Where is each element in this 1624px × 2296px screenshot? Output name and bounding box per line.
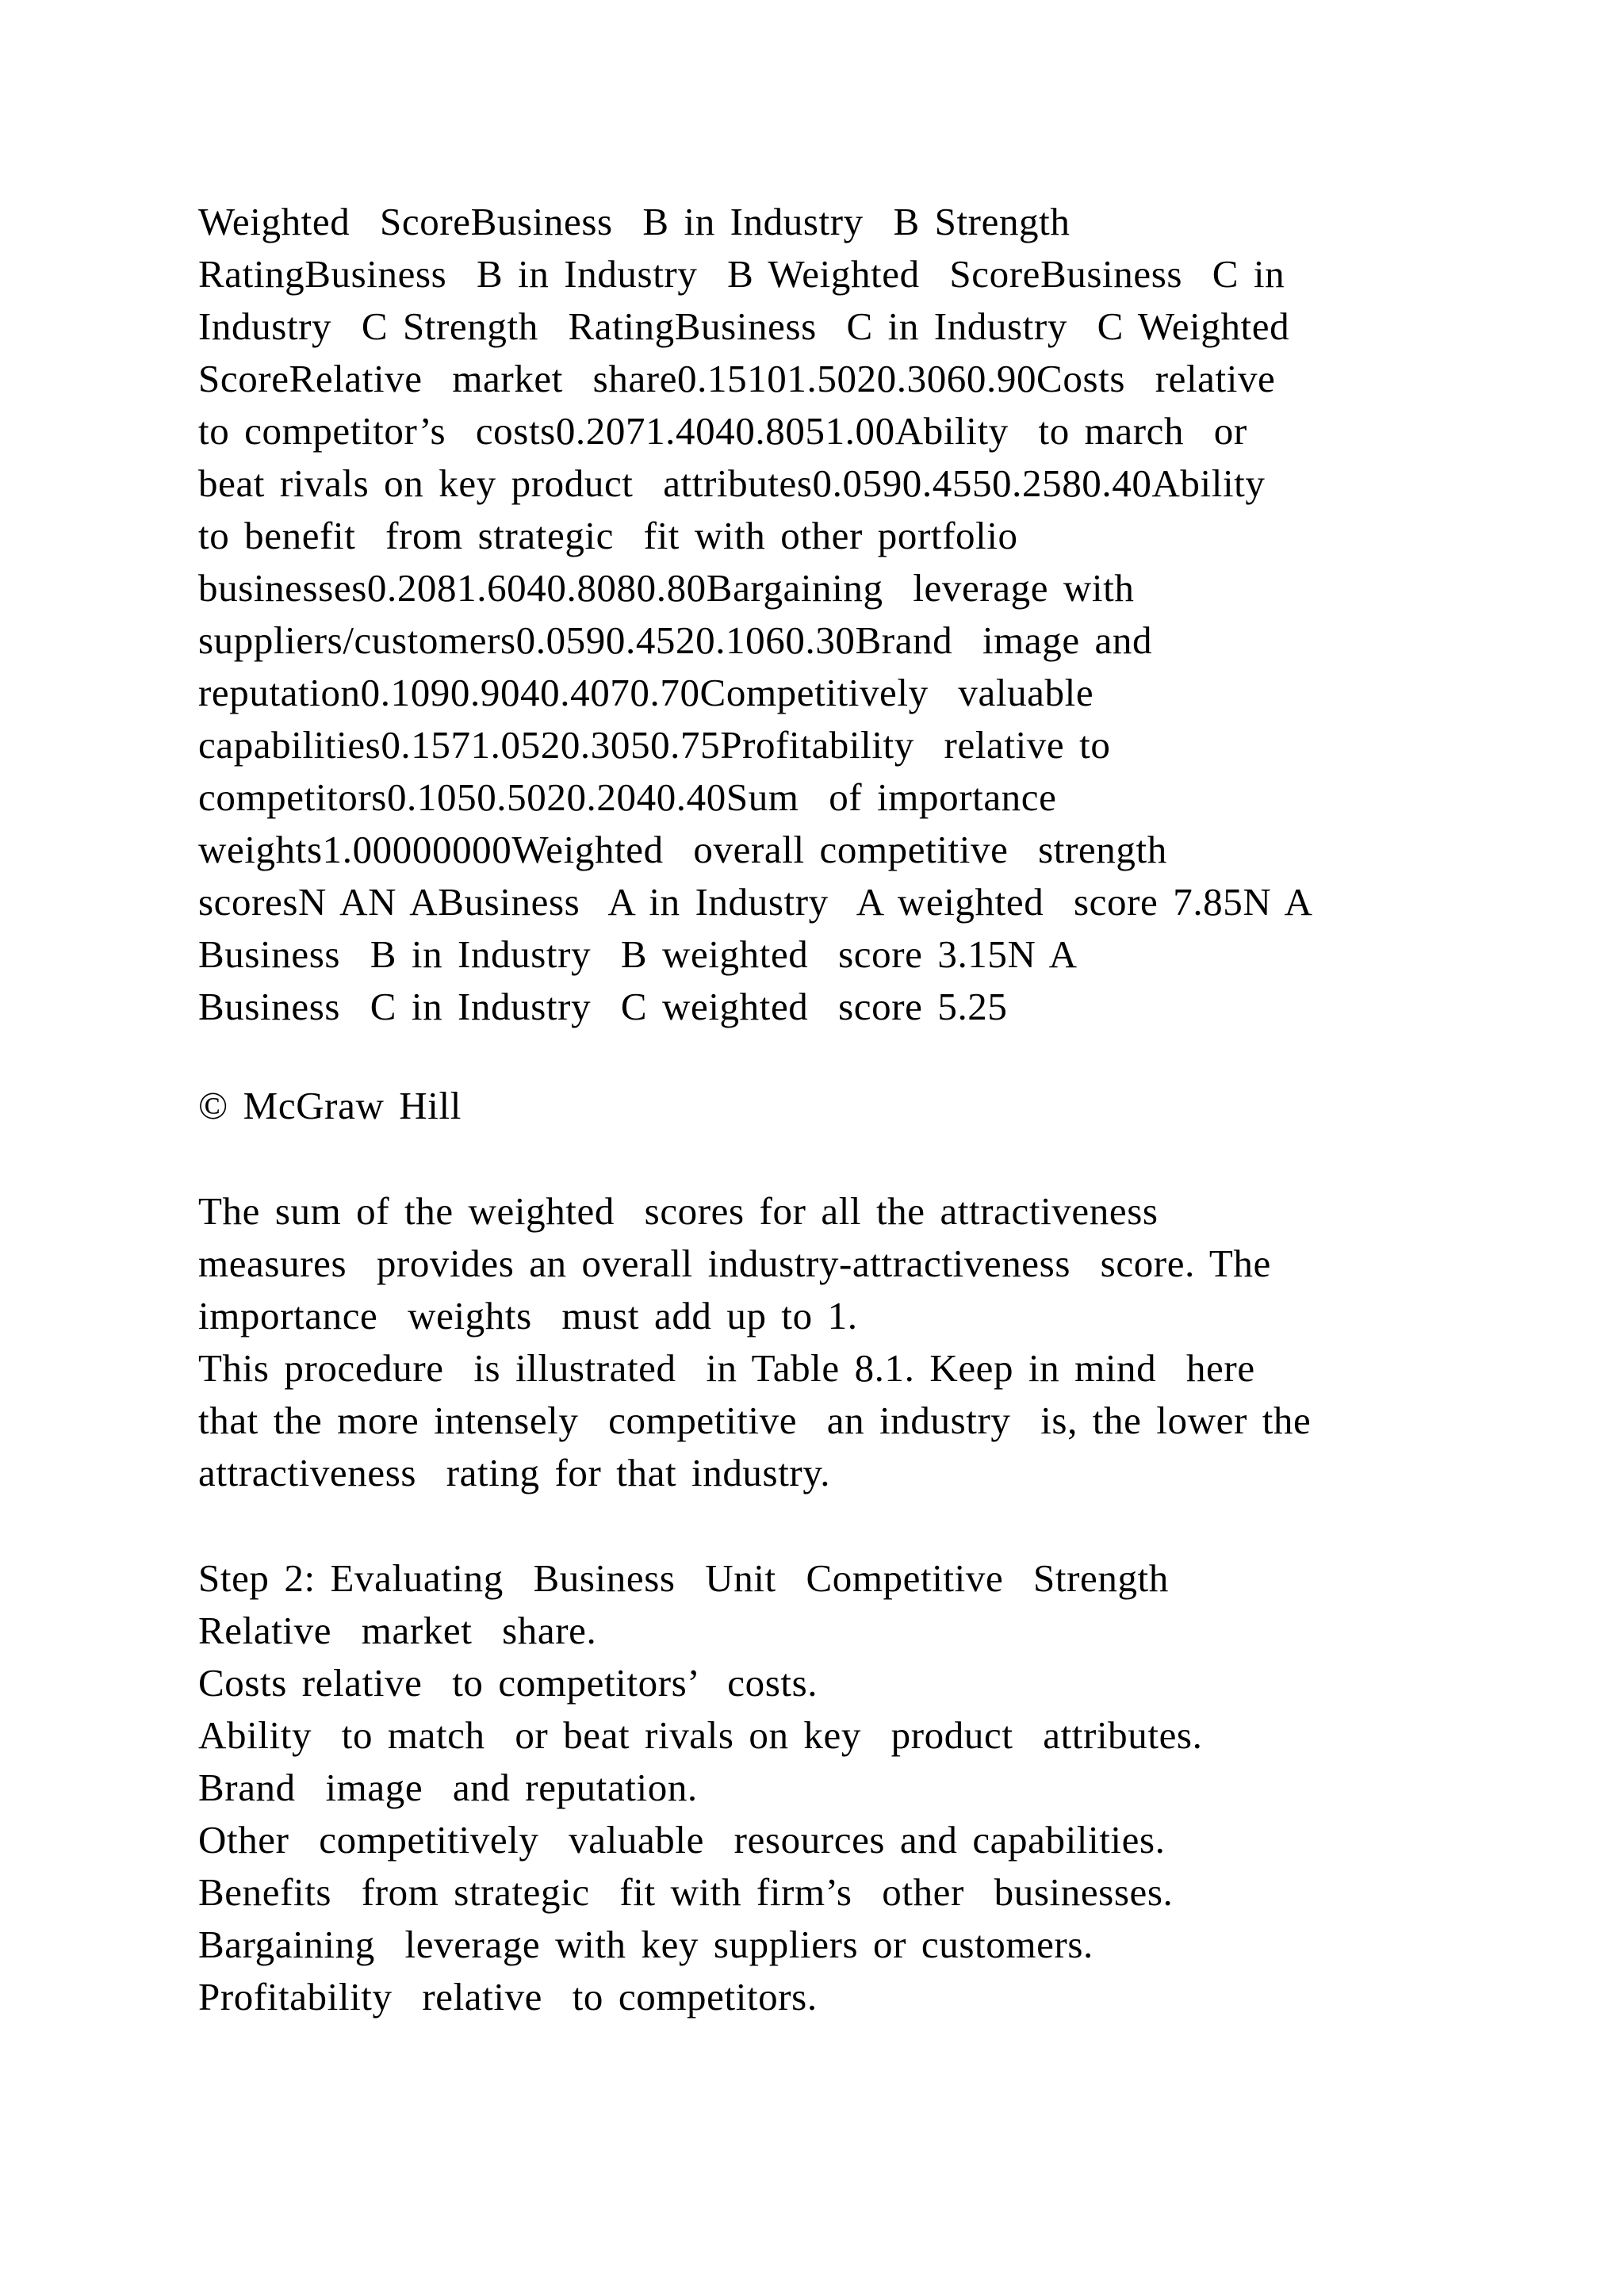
text-line: reputation0.1090.9040.4070.70Competitively valuable <box>198 671 1094 714</box>
list-item: Other competitively valuable resources and capabilities. <box>198 1818 1166 1862</box>
text-line: Business C in Industry C weighted score 5.25 <box>198 985 1008 1028</box>
text-line: The sum of the weighted scores for all the attractiveness <box>198 1189 1159 1233</box>
list-item: Brand image and reputation. <box>198 1766 698 1809</box>
text-line: ScoreRelative market share0.15101.5020.3060.90Costs relative <box>198 357 1276 400</box>
text-line: beat rivals on key product attributes0.0590.4550.2580.40Ability <box>198 461 1266 505</box>
list-item: Benefits from strategic fit with firm’s other businesses. <box>198 1870 1174 1914</box>
text-line: capabilities0.1571.0520.3050.75Profitability relative to <box>198 723 1111 767</box>
text-line: businesses0.2081.6040.8080.80Bargaining leverage with <box>198 566 1135 610</box>
text-line: Business B in Industry B weighted score 3.15N A <box>198 932 1078 976</box>
text-line: importance weights must add up to 1. <box>198 1294 858 1337</box>
text-line: attractiveness rating for that industry. <box>198 1451 831 1494</box>
text-line: suppliers/customers0.0590.4520.1060.30Brand image and <box>198 618 1153 662</box>
step-heading: Step 2: Evaluating Business Unit Competitive Strength <box>198 1556 1169 1600</box>
list-item: Costs relative to competitors’ costs. <box>198 1661 818 1705</box>
text-line: weights1.00000000Weighted overall competitive strength <box>198 828 1167 871</box>
copyright-block <box>198 1080 1546 1132</box>
text-line: to competitor’s costs0.2071.4040.8051.00Ability to march or <box>198 409 1247 453</box>
text-line: scoresN AN ABusiness A in Industry A weighted score 7.85N A <box>198 880 1313 924</box>
text-line: to benefit from strategic fit with other portfolio <box>198 514 1018 557</box>
copyright-notice: © McGraw Hill <box>198 1084 462 1127</box>
text-line: RatingBusiness B in Industry B Weighted ScoreBusiness C in <box>198 252 1285 296</box>
text-line: This procedure is illustrated in Table 8.1. Keep in mind here <box>198 1346 1255 1390</box>
text-line: Industry C Strength RatingBusiness C in Industry C Weighted <box>198 304 1290 348</box>
text-line: that the more intensely competitive an industry is, the lower the <box>198 1399 1312 1442</box>
text-line: Weighted ScoreBusiness B in Industry B Strength <box>198 200 1071 243</box>
step-list <box>198 1552 1546 2023</box>
text-line: competitors0.1050.5020.2040.40Sum of importance <box>198 775 1057 819</box>
list-item: Ability to match or beat rivals on key product attributes. <box>198 1713 1203 1757</box>
text-line: measures provides an overall industry-attractiveness score. The <box>198 1242 1271 1285</box>
list-item: Profitability relative to competitors. <box>198 1975 818 2019</box>
table-text-block <box>198 196 1546 1033</box>
list-item: Relative market share. <box>198 1609 597 1652</box>
body-paragraph <box>198 1185 1546 1499</box>
list-item: Bargaining leverage with key suppliers or customers. <box>198 1923 1094 1966</box>
